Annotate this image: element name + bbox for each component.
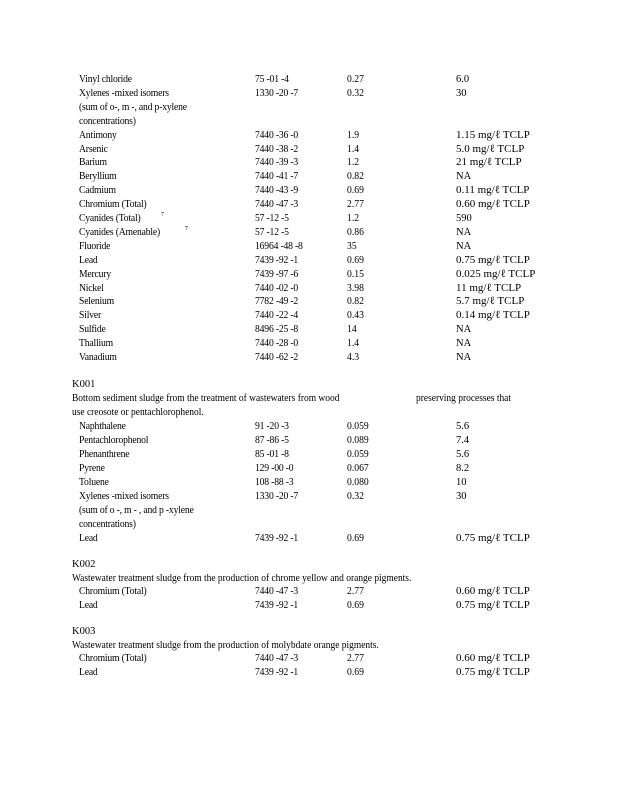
nonwastewater-concentration: 0.60 mg/ℓ TCLP (456, 585, 530, 597)
table-row (0, 254, 618, 267)
table-row (0, 652, 618, 665)
nonwastewater-concentration: NA (456, 226, 472, 238)
nonwastewater-concentration: 0.11 mg/ℓ TCLP (456, 184, 530, 197)
wastewater-concentration: 0.69 (347, 254, 364, 266)
wastewater-concentration: 2.77 (347, 653, 364, 664)
nonwastewater-concentration: 0.025 mg/ℓ TCLP (456, 267, 536, 280)
constituent-name: Chromium (Total) (79, 653, 147, 664)
constituent-name: Chromium (Total) (79, 199, 147, 211)
nonwastewater-concentration: 8.2 (456, 462, 470, 474)
constituent-name: Beryllium (79, 171, 117, 183)
constituent-name: concentrations) (79, 518, 136, 530)
nonwastewater-concentration: NA (456, 338, 472, 350)
nonwastewater-concentration: 5.0 mg/ℓ TCLP (456, 142, 525, 155)
cas-number: 7440 -02 -0 (255, 282, 299, 294)
nonwastewater-concentration: 30 (456, 87, 467, 99)
constituent-name: Nickel (79, 282, 104, 294)
cas-number: 7440 -47 -3 (255, 199, 299, 211)
wastewater-concentration: 1.2 (347, 157, 360, 169)
table-row (0, 156, 618, 169)
constituent-name: Cyanides (Amenable) (79, 226, 161, 238)
wastewater-concentration: 4.3 (347, 352, 360, 363)
table-row (0, 490, 618, 503)
cas-number: 7440 -62 -2 (255, 352, 299, 363)
table-row (0, 420, 618, 433)
nonwastewater-concentration: 10 (456, 476, 467, 488)
footnote-marker: 7 (161, 212, 164, 218)
cas-number: 7440 -47 -3 (255, 586, 299, 597)
constituent-name: Selenium (79, 296, 115, 308)
waste-description-k001-b: preserving processes that (416, 393, 512, 404)
constituent-name: Cyanides (Total) (79, 213, 141, 224)
nonwastewater-concentration: 1.15 mg/ℓ TCLP (456, 128, 530, 141)
nonwastewater-concentration: 11 mg/ℓ TCLP (456, 281, 522, 294)
nonwastewater-concentration: 590 (456, 213, 472, 224)
cas-number: 1330 -20 -7 (255, 490, 299, 502)
table-row (0, 476, 618, 489)
table-row (0, 115, 618, 128)
waste-description-k003: Wastewater treatment sludge from the production of molybdate orange pigments. (72, 640, 379, 651)
table-row (0, 518, 618, 531)
constituent-name: Fluoride (79, 240, 111, 252)
nonwastewater-concentration: NA (456, 352, 472, 363)
cas-number: 8496 -25 -8 (255, 324, 299, 336)
constituent-name: Cadmium (79, 185, 116, 197)
cas-number: 7782 -49 -2 (255, 296, 299, 308)
wastewater-concentration: 0.089 (347, 434, 369, 446)
constituent-name: Mercury (79, 268, 111, 280)
constituent-name: concentrations) (79, 115, 136, 127)
cas-number: 7440 -28 -0 (255, 338, 299, 350)
table-row (0, 143, 618, 156)
cas-number: 7440 -38 -2 (255, 143, 299, 155)
constituent-name: Barium (79, 157, 107, 169)
wastewater-concentration: 0.69 (347, 185, 364, 197)
constituent-name: Toluene (79, 476, 109, 488)
nonwastewater-concentration: 21 mg/ℓ TCLP (456, 156, 522, 169)
wastewater-concentration: 1.9 (347, 129, 360, 141)
table-row (0, 282, 618, 295)
constituent-name: Lead (79, 599, 98, 611)
nonwastewater-concentration: 0.60 mg/ℓ TCLP (456, 652, 530, 664)
wastewater-concentration: 0.059 (347, 448, 369, 460)
wastewater-concentration: 0.27 (347, 74, 364, 85)
nonwastewater-concentration: 6.0 (456, 74, 470, 85)
table-row (0, 198, 618, 211)
nonwastewater-concentration: 0.14 mg/ℓ TCLP (456, 309, 530, 322)
waste-code-k001: K001 (72, 379, 96, 390)
cas-number: 16964 -48 -8 (255, 240, 303, 252)
table-row (0, 434, 618, 447)
nonwastewater-concentration: 5.7 mg/ℓ TCLP (456, 295, 525, 308)
wastewater-concentration: 0.067 (347, 462, 369, 474)
wastewater-concentration: 0.080 (347, 476, 369, 488)
constituent-name: Pentachlorophenol (79, 434, 149, 446)
nonwastewater-concentration: 30 (456, 490, 467, 502)
constituent-name: Vanadium (79, 352, 117, 363)
wastewater-concentration: 0.86 (347, 226, 364, 238)
cas-number: 129 -00 -0 (255, 462, 294, 474)
wastewater-concentration: 0.059 (347, 421, 369, 432)
cas-number: 7439 -92 -1 (255, 599, 299, 611)
wastewater-concentration: 1.2 (347, 213, 360, 224)
wastewater-concentration: 2.77 (347, 586, 364, 597)
table-row (0, 129, 618, 142)
cas-number: 7439 -92 -1 (255, 666, 299, 678)
wastewater-concentration: 1.4 (347, 338, 360, 350)
constituent-name: Phenanthrene (79, 448, 130, 460)
nonwastewater-concentration: 0.75 mg/ℓ TCLP (456, 598, 530, 611)
constituent-name: Sulfide (79, 324, 106, 336)
wastewater-concentration: 0.32 (347, 87, 364, 99)
table-row (0, 212, 618, 225)
cas-number: 108 -88 -3 (255, 476, 294, 488)
nonwastewater-concentration: 0.75 mg/ℓ TCLP (456, 531, 530, 544)
constituent-name: Silver (79, 310, 101, 322)
cas-number: 57 -12 -5 (255, 226, 289, 238)
cas-number: 7439 -97 -6 (255, 268, 299, 280)
constituent-name: Arsenic (79, 143, 108, 155)
constituent-name: Antimony (79, 129, 117, 141)
wastewater-concentration: 1.4 (347, 143, 360, 155)
constituent-name: Thallium (79, 338, 113, 350)
constituent-name: Lead (79, 666, 98, 678)
table-row (0, 73, 618, 86)
table-row (0, 295, 618, 308)
constituent-name: Lead (79, 532, 98, 544)
nonwastewater-concentration: 0.75 mg/ℓ TCLP (456, 665, 530, 678)
nonwastewater-concentration: NA (456, 324, 472, 336)
cas-number: 7440 -47 -3 (255, 653, 299, 664)
waste-description-k001-c: use creosote or pentachlorophenol. (72, 407, 204, 418)
waste-description-k001-a: Bottom sediment sludge from the treatment of wastewaters from wood (72, 393, 340, 404)
table-row (0, 170, 618, 183)
waste-description-k002: Wastewater treatment sludge from the production of chrome yellow and orange pigments. (72, 573, 412, 584)
cas-number: 1330 -20 -7 (255, 87, 299, 99)
table-row (0, 323, 618, 336)
table-row (0, 532, 618, 545)
table-row (0, 337, 618, 350)
wastewater-concentration: 0.43 (347, 310, 364, 322)
table-row (0, 101, 618, 114)
nonwastewater-concentration: NA (456, 240, 472, 252)
table-row (0, 226, 618, 239)
cas-number: 57 -12 -5 (255, 213, 289, 224)
table-row (0, 240, 618, 253)
wastewater-concentration: 35 (347, 240, 357, 252)
table-row (0, 351, 618, 364)
wastewater-concentration: 3.98 (347, 282, 364, 294)
table-row (0, 184, 618, 197)
footnote-marker: 7 (185, 225, 188, 232)
nonwastewater-concentration: 0.60 mg/ℓ TCLP (456, 198, 530, 211)
constituent-name: (sum of o-, m -, and p-xylene (79, 101, 187, 113)
constituent-name: Chromium (Total) (79, 586, 147, 597)
cas-number: 87 -86 -5 (255, 434, 289, 446)
nonwastewater-concentration: 0.75 mg/ℓ TCLP (456, 253, 530, 266)
wastewater-concentration: 0.82 (347, 296, 364, 308)
wastewater-concentration: 0.15 (347, 268, 364, 280)
wastewater-concentration: 0.69 (347, 599, 364, 611)
constituent-name: Vinyl chloride (79, 74, 132, 85)
constituent-name: (sum of o -, m - , and p -xylene (79, 504, 194, 516)
table-row (0, 666, 618, 679)
cas-number: 91 -20 -3 (255, 421, 289, 432)
wastewater-concentration: 2.77 (347, 199, 364, 211)
table-row (0, 268, 618, 281)
constituent-name: Lead (79, 254, 98, 266)
nonwastewater-concentration: 5.6 (456, 448, 470, 460)
table-row (0, 309, 618, 322)
wastewater-concentration: 0.32 (347, 490, 364, 502)
waste-code-k002: K002 (72, 559, 96, 570)
wastewater-concentration: 0.69 (347, 666, 364, 678)
cas-number: 75 -01 -4 (255, 74, 289, 85)
constituent-name: Naphthalene (79, 421, 126, 432)
nonwastewater-concentration: 5.6 (456, 421, 470, 432)
cas-number: 7440 -43 -9 (255, 185, 299, 197)
cas-number: 7440 -39 -3 (255, 157, 299, 169)
cas-number: 7439 -92 -1 (255, 254, 299, 266)
wastewater-concentration: 0.69 (347, 532, 364, 544)
constituent-name: Xylenes -mixed isomers (79, 87, 169, 99)
nonwastewater-concentration: NA (456, 171, 472, 183)
table-row (0, 448, 618, 461)
cas-number: 7440 -41 -7 (255, 171, 299, 183)
constituent-name: Xylenes -mixed isomers (79, 490, 169, 502)
waste-code-k003: K003 (72, 626, 96, 637)
table-row (0, 585, 618, 598)
wastewater-concentration: 14 (347, 324, 357, 336)
constituent-name: Pyrene (79, 462, 105, 474)
table-row (0, 599, 618, 612)
cas-number: 7440 -36 -0 (255, 129, 299, 141)
table-row (0, 87, 618, 100)
cas-number: 7439 -92 -1 (255, 532, 299, 544)
wastewater-concentration: 0.82 (347, 171, 364, 183)
table-row (0, 504, 618, 517)
cas-number: 85 -01 -8 (255, 448, 289, 460)
cas-number: 7440 -22 -4 (255, 310, 299, 322)
table-row (0, 462, 618, 475)
nonwastewater-concentration: 7.4 (456, 434, 470, 446)
